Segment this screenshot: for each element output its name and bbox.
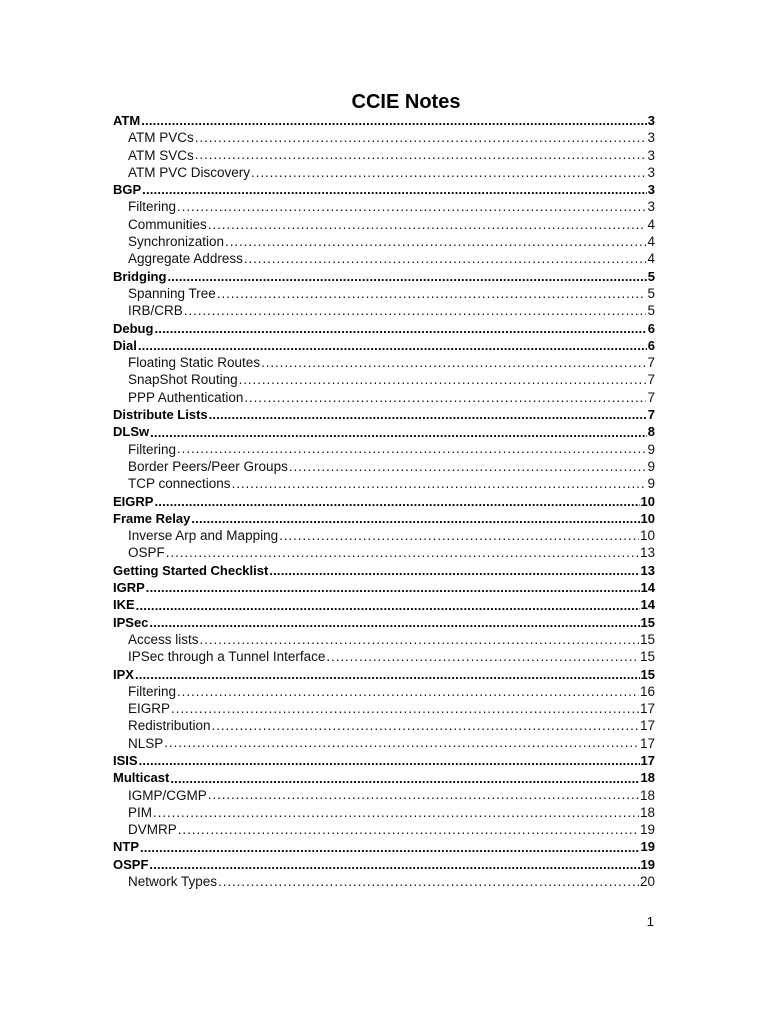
dot-leader	[232, 475, 647, 492]
page-title: CCIE Notes	[351, 91, 461, 113]
toc-entry-label: SnapShot Routing	[128, 372, 238, 388]
toc-subsection-entry[interactable]	[113, 544, 655, 561]
toc-entry-label: IPSec	[113, 614, 149, 630]
toc-entry-label: Floating Static Routes	[128, 355, 261, 371]
toc-subsection-entry[interactable]	[113, 198, 655, 215]
toc-entry-label: Getting Started Checklist	[113, 562, 269, 578]
dot-leader	[136, 596, 640, 613]
toc-entry-page-number: 13	[639, 545, 655, 561]
toc-entry-page-number: 19	[640, 839, 655, 855]
dot-leader	[154, 320, 646, 337]
dot-leader	[142, 181, 647, 198]
toc-section-entry[interactable]	[113, 181, 655, 198]
dot-leader	[154, 493, 639, 510]
toc-subsection-entry[interactable]	[113, 129, 655, 146]
toc-section-entry[interactable]	[113, 337, 655, 354]
dot-leader	[150, 423, 647, 440]
toc-entry-page-number: 17	[639, 701, 655, 717]
dot-leader	[184, 302, 647, 319]
toc-entry-page-number: 10	[640, 493, 655, 509]
toc-entry-label: Aggregate Address	[128, 251, 243, 267]
dot-leader	[279, 527, 639, 544]
toc-entry-page-number: 9	[647, 476, 655, 492]
dot-leader	[139, 752, 640, 769]
toc-section-entry[interactable]	[113, 856, 655, 873]
toc-subsection-entry[interactable]	[113, 821, 655, 838]
toc-section-entry[interactable]	[113, 406, 655, 423]
toc-section-entry[interactable]	[113, 268, 655, 285]
toc-entry-page-number: 15	[640, 614, 655, 630]
toc-subsection-entry[interactable]	[113, 735, 655, 752]
toc-entry-page-number: 17	[639, 735, 655, 751]
dot-leader	[326, 648, 639, 665]
toc-entry-label: OSPF	[128, 545, 165, 561]
toc-entry-page-number: 10	[639, 528, 655, 544]
toc-entry-label: Frame Relay	[113, 510, 191, 526]
toc-entry-page-number: 4	[647, 216, 655, 232]
toc-entry-label: IPSec through a Tunnel Interface	[128, 649, 326, 665]
dot-leader	[212, 717, 639, 734]
toc-section-entry[interactable]	[113, 614, 655, 631]
toc-entry-label: Network Types	[128, 874, 218, 890]
toc-subsection-entry[interactable]	[113, 302, 655, 319]
dot-leader	[244, 250, 647, 267]
toc-subsection-entry[interactable]	[113, 354, 655, 371]
dot-leader	[218, 873, 639, 890]
toc-entry-page-number: 17	[640, 752, 655, 768]
toc-subsection-entry[interactable]	[113, 700, 655, 717]
toc-entry-label: Inverse Arp and Mapping	[128, 528, 279, 544]
toc-entry-label: PIM	[128, 804, 153, 820]
toc-entry-label: NTP	[113, 839, 139, 855]
toc-entry-page-number: 9	[647, 458, 655, 474]
toc-subsection-entry[interactable]	[113, 389, 655, 406]
dot-leader	[217, 285, 647, 302]
dot-leader	[146, 579, 640, 596]
toc-entry-label: IRB/CRB	[128, 303, 183, 319]
toc-entry-label: Redistribution	[128, 718, 211, 734]
toc-entry-page-number: 18	[639, 804, 655, 820]
toc-entry-label: Debug	[113, 320, 154, 336]
toc-subsection-entry[interactable]	[113, 371, 655, 388]
toc-subsection-entry[interactable]	[113, 441, 655, 458]
toc-entry-page-number: 4	[647, 251, 655, 267]
toc-section-entry[interactable]	[113, 579, 655, 596]
toc-subsection-entry[interactable]	[113, 787, 655, 804]
toc-entry-label: DVMRP	[128, 822, 177, 838]
dot-leader	[164, 735, 639, 752]
dot-leader	[200, 631, 639, 648]
dot-leader	[171, 700, 639, 717]
toc-entry-label: Access lists	[128, 631, 199, 647]
toc-entry-page-number: 8	[647, 424, 655, 440]
dot-leader	[251, 164, 646, 181]
toc-entry-page-number: 3	[647, 113, 655, 128]
toc-entry-label: OSPF	[113, 856, 149, 872]
toc-entry-label: Filtering	[128, 441, 177, 457]
dot-leader	[149, 614, 639, 631]
dot-leader	[244, 389, 646, 406]
toc-entry-page-number: 6	[647, 320, 655, 336]
toc-section-entry[interactable]	[113, 596, 655, 613]
dot-leader	[191, 510, 639, 527]
toc-entry-label: Filtering	[128, 683, 177, 699]
toc-entry-label: Multicast	[113, 770, 170, 786]
toc-entry-label: EIGRP	[113, 493, 154, 509]
dot-leader	[239, 371, 647, 388]
toc-entry-page-number: 5	[647, 268, 655, 284]
toc-entry-page-number: 4	[647, 234, 655, 250]
dot-leader	[195, 129, 647, 146]
dot-leader	[166, 544, 639, 561]
toc-section-entry[interactable]	[113, 510, 655, 527]
toc-entry-label: TCP connections	[128, 476, 231, 492]
toc-entry-page-number: 17	[639, 718, 655, 734]
toc-entry-page-number: 10	[640, 510, 655, 526]
dot-leader	[195, 147, 647, 164]
toc-subsection-entry[interactable]	[113, 147, 655, 164]
toc-subsection-entry[interactable]	[113, 527, 655, 544]
toc-entry-page-number: 20	[639, 874, 655, 890]
toc-entry-label: NLSP	[128, 735, 164, 751]
dot-leader	[135, 666, 640, 683]
toc-entry-label: Bridging	[113, 268, 167, 284]
toc-entry-label: ATM PVCs	[128, 130, 194, 146]
toc-subsection-entry[interactable]	[113, 804, 655, 821]
toc-section-entry[interactable]	[113, 562, 655, 579]
toc-entry-page-number: 3	[647, 182, 655, 198]
toc-entry-label: ATM PVC Discovery	[128, 164, 251, 180]
toc-entry-page-number: 7	[647, 355, 655, 371]
dot-leader	[167, 268, 646, 285]
toc-subsection-entry[interactable]	[113, 475, 655, 492]
table-of-contents	[113, 112, 655, 890]
toc-subsection-entry[interactable]	[113, 285, 655, 302]
toc-subsection-entry[interactable]	[113, 717, 655, 734]
toc-entry-label: DLSw	[113, 424, 150, 440]
toc-entry-page-number: 15	[639, 649, 655, 665]
toc-entry-page-number: 3	[647, 199, 655, 215]
dot-leader	[140, 838, 640, 855]
dot-leader	[208, 787, 639, 804]
toc-section-entry[interactable]	[113, 666, 655, 683]
toc-entry-page-number: 3	[647, 130, 655, 146]
toc-entry-label: Distribute Lists	[113, 407, 208, 423]
dot-leader	[209, 406, 647, 423]
toc-entry-page-number: 7	[647, 372, 655, 388]
dot-leader	[177, 441, 646, 458]
toc-entry-label: Dial	[113, 337, 137, 353]
dot-leader	[177, 198, 646, 215]
dot-leader	[178, 821, 639, 838]
toc-subsection-entry[interactable]	[113, 648, 655, 665]
toc-entry-label: IPX	[113, 666, 134, 682]
toc-entry-page-number: 5	[647, 303, 655, 319]
dot-leader	[177, 683, 639, 700]
toc-entry-page-number: 14	[640, 580, 655, 596]
dot-leader	[225, 233, 646, 250]
toc-section-entry[interactable]	[113, 493, 655, 510]
dot-leader	[261, 354, 646, 371]
dot-leader	[289, 458, 647, 475]
toc-entry-page-number: 5	[647, 285, 655, 301]
dot-leader	[141, 112, 647, 129]
toc-entry-label: Filtering	[128, 199, 177, 215]
toc-section-entry[interactable]	[113, 838, 655, 855]
toc-entry-page-number: 18	[639, 787, 655, 803]
toc-entry-page-number: 6	[647, 337, 655, 353]
toc-subsection-entry[interactable]	[113, 873, 655, 890]
toc-section-entry[interactable]	[113, 423, 655, 440]
toc-subsection-entry[interactable]	[113, 233, 655, 250]
toc-entry-page-number: 13	[640, 562, 655, 578]
toc-entry-page-number: 7	[647, 389, 655, 405]
dot-leader	[138, 337, 647, 354]
toc-entry-page-number: 15	[640, 666, 655, 682]
toc-entry-label: ATM SVCs	[128, 147, 194, 163]
dot-leader	[170, 769, 639, 786]
toc-entry-label: EIGRP	[128, 701, 171, 717]
toc-subsection-entry[interactable]	[113, 164, 655, 181]
toc-subsection-entry[interactable]	[113, 458, 655, 475]
toc-entry-label: ATM	[113, 113, 141, 128]
toc-entry-page-number: 14	[640, 597, 655, 613]
toc-entry-label: PPP Authentication	[128, 389, 244, 405]
toc-entry-label: ISIS	[113, 752, 138, 768]
toc-entry-page-number: 3	[647, 164, 655, 180]
toc-entry-page-number: 15	[639, 631, 655, 647]
toc-entry-label: IGRP	[113, 580, 145, 596]
dot-leader	[208, 216, 647, 233]
toc-entry-page-number: 7	[647, 407, 655, 423]
toc-subsection-entry[interactable]	[113, 631, 655, 648]
toc-entry-page-number: 19	[639, 822, 655, 838]
dot-leader	[149, 856, 639, 873]
toc-entry-page-number: 18	[640, 770, 655, 786]
toc-entry-label: Border Peers/Peer Groups	[128, 458, 288, 474]
toc-section-entry[interactable]	[113, 752, 655, 769]
toc-entry-label: IKE	[113, 597, 135, 613]
toc-entry-label: Spanning Tree	[128, 285, 216, 301]
page-number: 1	[646, 914, 654, 929]
toc-entry-label: Synchronization	[128, 234, 225, 250]
toc-entry-page-number: 3	[647, 147, 655, 163]
toc-section-entry[interactable]	[113, 769, 655, 786]
toc-entry-page-number: 9	[647, 441, 655, 457]
toc-entry-label: IGMP/CGMP	[128, 787, 207, 803]
dot-leader	[153, 804, 639, 821]
toc-entry-page-number: 19	[640, 856, 655, 872]
toc-entry-label: BGP	[113, 182, 142, 198]
toc-entry-label: Communities	[128, 216, 207, 232]
toc-entry-page-number: 16	[639, 683, 655, 699]
toc-subsection-entry[interactable]	[113, 216, 655, 233]
toc-subsection-entry[interactable]	[113, 683, 655, 700]
toc-section-entry[interactable]	[113, 320, 655, 337]
toc-subsection-entry[interactable]	[113, 250, 655, 267]
toc-section-entry[interactable]	[113, 112, 655, 129]
dot-leader	[269, 562, 639, 579]
